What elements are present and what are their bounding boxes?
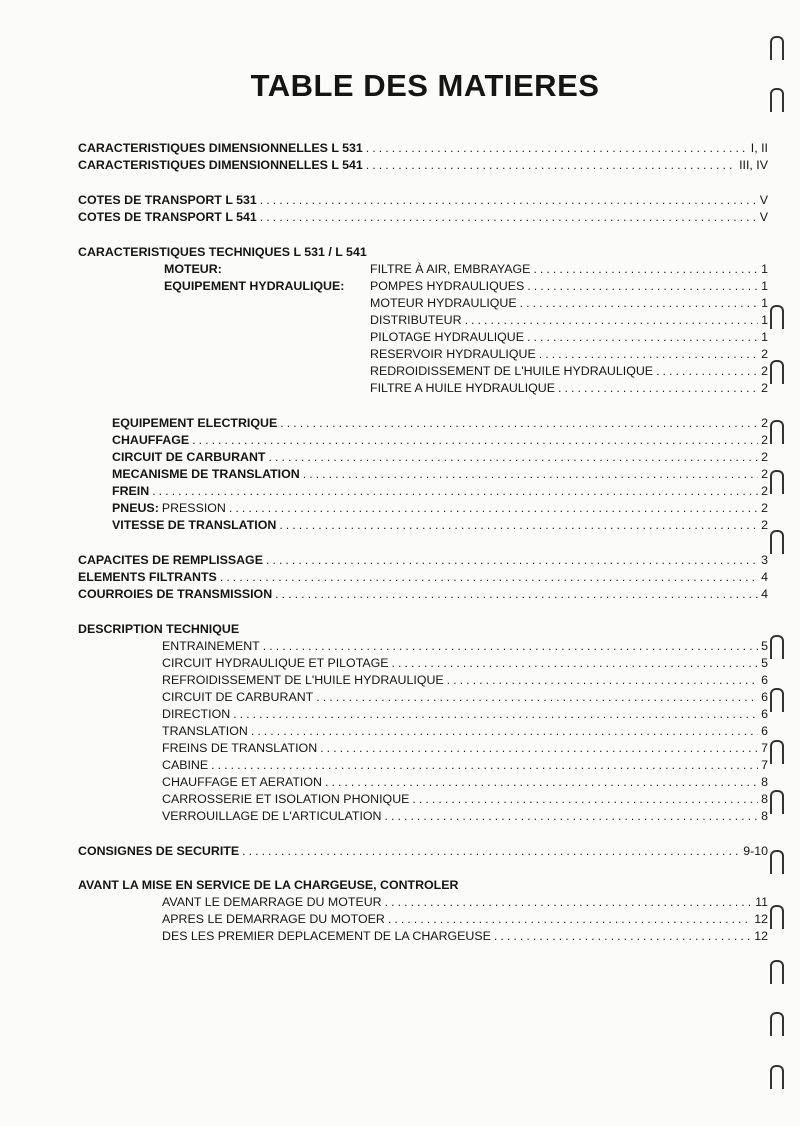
toc-page: 2 bbox=[761, 416, 768, 430]
leader-dots bbox=[412, 791, 758, 807]
leader-dots bbox=[656, 363, 758, 379]
group-label-moteur: MOTEUR: bbox=[164, 262, 222, 276]
toc-page: 2 bbox=[761, 347, 768, 361]
toc-page: 3 bbox=[761, 553, 768, 567]
leader-dots bbox=[325, 774, 758, 790]
leader-dots bbox=[269, 449, 759, 465]
toc-page: 7 bbox=[761, 758, 768, 772]
toc-entry-distributeur[interactable] bbox=[370, 312, 768, 328]
toc-entry-circuit-hyd[interactable] bbox=[162, 655, 768, 671]
leader-dots bbox=[260, 209, 757, 225]
leader-dots bbox=[320, 740, 758, 756]
leader-dots bbox=[266, 552, 758, 568]
toc-page: 1 bbox=[761, 296, 768, 310]
toc-label: DIRECTION bbox=[162, 707, 231, 721]
toc-page: 2 bbox=[761, 433, 768, 447]
toc-prefix: PNEUS: bbox=[112, 501, 159, 515]
binder-hole bbox=[770, 635, 784, 659]
binder-hole bbox=[770, 36, 784, 60]
toc-label: MECANISME DE TRANSLATION bbox=[112, 467, 300, 481]
toc-label: CARROSSERIE ET ISOLATION PHONIQUE bbox=[162, 792, 410, 806]
toc-entry-chauffage[interactable] bbox=[112, 432, 768, 448]
toc-label: ENTRAINEMENT bbox=[162, 639, 260, 653]
leader-dots bbox=[447, 672, 758, 688]
toc-entry-pneus[interactable] bbox=[112, 500, 768, 516]
leader-dots bbox=[316, 689, 758, 705]
leader-dots bbox=[303, 466, 758, 482]
binder-hole bbox=[770, 688, 784, 712]
binder-hole bbox=[770, 1012, 784, 1036]
toc-entry-verrouillage[interactable] bbox=[162, 808, 768, 824]
page-title: TABLE DES MATIERES bbox=[250, 68, 600, 103]
leader-dots bbox=[275, 586, 758, 602]
toc-page: 5 bbox=[761, 656, 768, 670]
toc-page: 1 bbox=[761, 330, 768, 344]
binder-hole bbox=[770, 790, 784, 814]
leader-dots bbox=[242, 843, 740, 859]
toc-label: MOTEUR HYDRAULIQUE bbox=[370, 296, 517, 310]
toc-label: DISTRIBUTEUR bbox=[370, 313, 462, 327]
leader-dots bbox=[539, 346, 758, 362]
toc-entry-moteur-hyd[interactable] bbox=[370, 295, 768, 311]
leader-dots bbox=[520, 295, 758, 311]
toc-page: 8 bbox=[761, 809, 768, 823]
toc-label: CHAUFFAGE bbox=[112, 433, 190, 447]
toc-entry-dim531[interactable] bbox=[78, 140, 768, 156]
toc-label: VITESSE DE TRANSLATION bbox=[112, 518, 277, 532]
toc-entry-premier[interactable] bbox=[162, 928, 768, 944]
toc-label: CABINE bbox=[162, 758, 209, 772]
toc-label: COTES DE TRANSPORT L 531 bbox=[78, 193, 257, 207]
toc-entry-apres-dem[interactable] bbox=[162, 911, 768, 927]
binder-hole bbox=[770, 740, 784, 764]
toc-entry-circuit-carb[interactable] bbox=[162, 689, 768, 705]
toc-page: 6 bbox=[761, 724, 768, 738]
group-label-equip-hyd: EQUIPEMENT HYDRAULIQUE: bbox=[164, 279, 345, 293]
leader-dots bbox=[229, 500, 758, 516]
toc-entry-chauff-aer[interactable] bbox=[162, 774, 768, 790]
toc-label: EQUIPEMENT ELECTRIQUE bbox=[112, 416, 278, 430]
toc-page: 2 bbox=[761, 381, 768, 395]
toc-label: CARACTERISTIQUES DIMENSIONNELLES L 531 bbox=[78, 141, 363, 155]
toc-page: 2 bbox=[761, 518, 768, 532]
toc-label: RESERVOIR HYDRAULIQUE bbox=[370, 347, 536, 361]
leader-dots bbox=[192, 432, 758, 448]
toc-entry-pompes[interactable] bbox=[370, 278, 768, 294]
binder-hole bbox=[770, 960, 784, 984]
toc-page: 6 bbox=[761, 707, 768, 721]
toc-page: 12 bbox=[754, 912, 768, 926]
toc-label: COTES DE TRANSPORT L 541 bbox=[78, 210, 257, 224]
binder-hole bbox=[770, 420, 784, 444]
leader-dots bbox=[260, 192, 757, 208]
toc-entry-mecanisme[interactable] bbox=[112, 466, 768, 482]
toc-label: FREIN bbox=[112, 484, 150, 498]
toc-page: 12 bbox=[754, 929, 768, 943]
toc-entry-avant-dem[interactable] bbox=[162, 894, 768, 910]
toc-entry-redroid[interactable] bbox=[370, 363, 768, 379]
toc-entry-cotes541[interactable] bbox=[78, 209, 768, 225]
leader-dots bbox=[152, 483, 758, 499]
toc-page: 1 bbox=[761, 279, 768, 293]
toc-label: CARACTERISTIQUES DIMENSIONNELLES L 541 bbox=[78, 158, 363, 172]
toc-entry-filtre-huile[interactable] bbox=[370, 380, 768, 396]
toc-page: 5 bbox=[761, 639, 768, 653]
binder-hole bbox=[770, 530, 784, 554]
toc-label: TRANSLATION bbox=[162, 724, 248, 738]
toc-page: 1 bbox=[761, 262, 768, 276]
toc-entry-freins-trans[interactable] bbox=[162, 740, 768, 756]
toc-entry-direction[interactable] bbox=[162, 706, 768, 722]
toc-label: APRES LE DEMARRAGE DU MOTOER bbox=[162, 912, 385, 926]
toc-label: REDROIDISSEMENT DE L'HUILE HYDRAULIQUE bbox=[370, 364, 654, 378]
toc-label: AVANT LE DEMARRAGE DU MOTEUR bbox=[162, 895, 382, 909]
toc-entry-filtre-air[interactable] bbox=[370, 261, 768, 277]
leader-dots bbox=[251, 723, 758, 739]
binder-hole bbox=[770, 360, 784, 384]
binder-hole bbox=[770, 850, 784, 874]
toc-entry-cotes531[interactable] bbox=[78, 192, 768, 208]
toc-label: PILOTAGE HYDRAULIQUE bbox=[370, 330, 524, 344]
toc-label: VERROUILLAGE DE L'ARTICULATION bbox=[162, 809, 382, 823]
leader-dots bbox=[279, 517, 758, 533]
toc-label: CIRCUIT DE CARBURANT bbox=[162, 690, 314, 704]
toc-entry-electrique[interactable] bbox=[112, 415, 768, 431]
toc-entry-entrainement[interactable] bbox=[162, 638, 768, 654]
toc-entry-reservoir[interactable] bbox=[370, 346, 768, 362]
toc-label: COURROIES DE TRANSMISSION bbox=[78, 587, 273, 601]
toc-label: POMPES HYDRAULIQUES bbox=[370, 279, 525, 293]
binder-hole bbox=[770, 88, 784, 112]
toc-page: 2 bbox=[761, 484, 768, 498]
toc-page: 6 bbox=[761, 673, 768, 687]
toc-label: CONSIGNES DE SECURITE bbox=[78, 844, 240, 858]
toc-entry-dim541[interactable] bbox=[78, 157, 768, 173]
leader-dots bbox=[388, 911, 751, 927]
binder-hole bbox=[770, 305, 784, 329]
leader-dots bbox=[527, 278, 758, 294]
leader-dots bbox=[392, 655, 759, 671]
section-heading-avant-mise: AVANT LA MISE EN SERVICE DE LA CHARGEUSE, CONTROLER bbox=[78, 878, 459, 892]
toc-entry-filtrants[interactable] bbox=[78, 569, 768, 585]
toc-label: CAPACITES DE REMPLISSAGE bbox=[78, 553, 263, 567]
toc-entry-frein[interactable] bbox=[112, 483, 768, 499]
toc-page: 2 bbox=[761, 501, 768, 515]
toc-page: 8 bbox=[761, 792, 768, 806]
toc-label: CIRCUIT HYDRAULIQUE ET PILOTAGE bbox=[162, 656, 389, 670]
toc-entry-vitesse[interactable] bbox=[112, 517, 768, 533]
leader-dots bbox=[385, 808, 759, 824]
section-heading-tech: CARACTERISTIQUES TECHNIQUES L 531 / L 541 bbox=[78, 245, 367, 259]
toc-page: 4 bbox=[761, 587, 768, 601]
toc-page: 2 bbox=[761, 364, 768, 378]
toc-page: 4 bbox=[761, 570, 768, 584]
toc-label: CIRCUIT DE CARBURANT bbox=[112, 450, 266, 464]
toc-entry-courroies[interactable] bbox=[78, 586, 768, 602]
toc-entry-translation[interactable] bbox=[162, 723, 768, 739]
leader-dots bbox=[263, 638, 758, 654]
leader-dots bbox=[465, 312, 759, 328]
toc-entry-cabine[interactable] bbox=[162, 757, 768, 773]
toc-entry-consignes[interactable] bbox=[78, 843, 768, 859]
toc-label: PRESSION bbox=[161, 501, 226, 515]
leader-dots bbox=[220, 569, 758, 585]
toc-entry-refroid[interactable] bbox=[162, 672, 768, 688]
leader-dots bbox=[533, 261, 758, 277]
leader-dots bbox=[558, 380, 758, 396]
toc-page: 7 bbox=[761, 741, 768, 755]
toc-label: ELEMENTS FILTRANTS bbox=[78, 570, 217, 584]
leader-dots bbox=[385, 894, 753, 910]
toc-page: 6 bbox=[761, 690, 768, 704]
toc-page: 11 bbox=[755, 895, 768, 909]
toc-page: 2 bbox=[761, 450, 768, 464]
leader-dots bbox=[494, 928, 751, 944]
leader-dots bbox=[366, 140, 748, 156]
toc-label: DES LES PREMIER DEPLACEMENT DE LA CHARGEUSE bbox=[162, 929, 491, 943]
toc-page: 2 bbox=[761, 467, 768, 481]
toc-page: 8 bbox=[761, 775, 768, 789]
section-heading-description: DESCRIPTION TECHNIQUE bbox=[78, 622, 240, 636]
toc-label: REFROIDISSEMENT DE L'HUILE HYDRAULIQUE bbox=[162, 673, 444, 687]
toc-entry-carrosserie[interactable] bbox=[162, 791, 768, 807]
toc-page: V bbox=[759, 193, 768, 207]
leader-dots bbox=[527, 329, 758, 345]
toc-page: 1 bbox=[761, 313, 768, 327]
leader-dots bbox=[233, 706, 758, 722]
toc-label: FREINS DE TRANSLATION bbox=[162, 741, 318, 755]
leader-dots bbox=[366, 157, 736, 173]
toc-entry-capacites[interactable] bbox=[78, 552, 768, 568]
toc-label: CHAUFFAGE ET AERATION bbox=[162, 775, 322, 789]
toc-label: FILTRE A HUILE HYDRAULIQUE bbox=[370, 381, 555, 395]
binder-hole bbox=[770, 470, 784, 494]
binder-holes bbox=[756, 0, 800, 1126]
leader-dots bbox=[211, 757, 758, 773]
leader-dots bbox=[280, 415, 758, 431]
binder-hole bbox=[770, 905, 784, 929]
toc-label: FILTRE À AIR, EMBRAYAGE bbox=[370, 262, 531, 276]
toc-entry-pilotage[interactable] bbox=[370, 329, 768, 345]
binder-hole bbox=[770, 1065, 784, 1089]
toc-page: III, IV bbox=[739, 158, 768, 172]
toc-entry-carburant[interactable] bbox=[112, 449, 768, 465]
toc-page: I, II bbox=[750, 141, 768, 155]
toc-page: V bbox=[759, 210, 768, 224]
toc-page: 9-10 bbox=[743, 844, 768, 858]
